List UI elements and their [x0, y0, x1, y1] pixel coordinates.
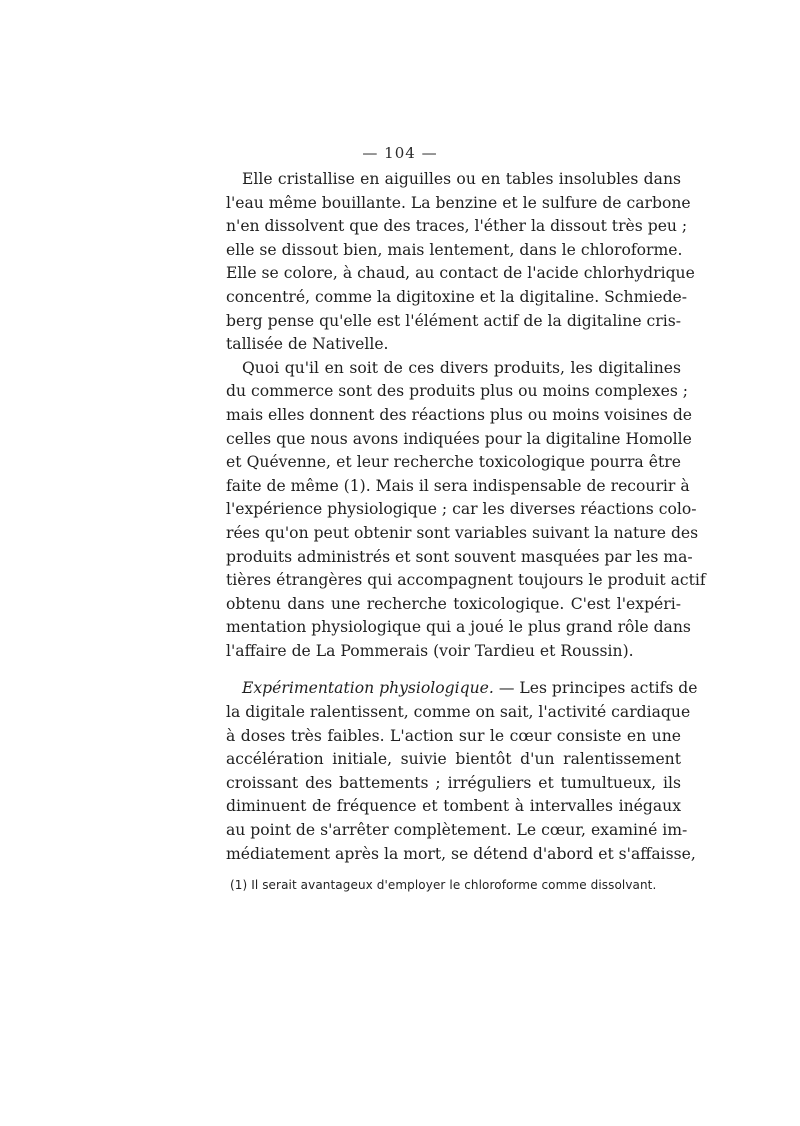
text-line: médiatement après la mort, se détend d'abord et s'affaisse,: [226, 844, 696, 863]
text-line: faite de même (1). Mais il sera indispensable de recourir à: [226, 476, 690, 495]
section-heading-continuation: — Les principes actifs de: [493, 679, 698, 698]
text-line: Quoi qu'il en soit de ces divers produits, les digitalines: [242, 358, 681, 377]
text-line: Elle cristallise en aiguilles ou en tables insolubles dans: [242, 170, 681, 188]
text-line: mentation physiologique qui a joué le plus grand rôle dans: [226, 618, 691, 637]
page-number: — 104 —: [362, 144, 438, 162]
text-line: obtenu dans une recherche toxicologique. C'est l'expéri-: [226, 594, 681, 613]
text-line: produits administrés et sont souvent masquées par les ma-: [226, 547, 693, 566]
text-line: l'affaire de La Pommerais (voir Tardieu et Roussin).: [226, 641, 634, 660]
section-heading: Expérimentation physiologique.: [242, 679, 494, 698]
text-line: l'eau même bouillante. La benzine et le sulfure de carbone: [226, 193, 691, 212]
text-line: diminuent de fréquence et tombent à intervalles inégaux: [226, 797, 681, 816]
paragraph-3: [226, 677, 698, 866]
paragraph-1: [226, 168, 695, 357]
text-line: à doses très faibles. L'action sur le cœur consiste en une: [226, 726, 681, 745]
text-line: [226, 677, 698, 701]
text-line: Elle se colore, à chaud, au contact de l'acide chlorhydrique: [226, 264, 695, 283]
text-line: berg pense qu'elle est l'élément actif de la digitaline cris-: [226, 311, 681, 330]
text-line: celles que nous avons indiquées pour la digitaline Homolle: [226, 429, 692, 448]
text-line: n'en dissolvent que des traces, l'éther la dissout très peu ;: [226, 217, 688, 236]
text-line: et Quévenne, et leur recherche toxicologique pourra être: [226, 453, 681, 472]
text-line: accélération initiale, suivie bientôt d'un ralentissement: [226, 750, 681, 769]
text-line: du commerce sont des produits plus ou moins complexes ;: [226, 382, 689, 401]
text-line: elle se dissout bien, mais lentement, dans le chloroforme.: [226, 240, 683, 259]
text-line: mais elles donnent des réactions plus ou moins voisines de: [226, 405, 693, 424]
paragraph-2: [226, 357, 706, 664]
paragraph-spacer: [226, 663, 681, 677]
text-line: rées qu'on peut obtenir sont variables suivant la nature des: [226, 523, 699, 542]
body-text: [226, 168, 706, 866]
text-line: la digitale ralentissent, comme on sait, l'activité cardiaque: [226, 703, 691, 722]
footnote: (1) Il serait avantageux d'employer le chloroforme comme dissolvant.: [230, 878, 657, 892]
text-line: croissant des battements ; irréguliers et tumultueux, ils: [226, 773, 681, 792]
text-line: concentré, comme la digitoxine et la digitaline. Schmiede-: [226, 287, 688, 306]
text-line: au point de s'arrêter complètement. Le cœur, examiné im-: [226, 821, 688, 840]
text-line: tallisée de Nativelle.: [226, 335, 389, 354]
text-line: l'expérience physiologique ; car les diverses réactions colo-: [226, 500, 697, 519]
text-line: tières étrangères qui accompagnent toujours le produit actif: [226, 571, 706, 590]
